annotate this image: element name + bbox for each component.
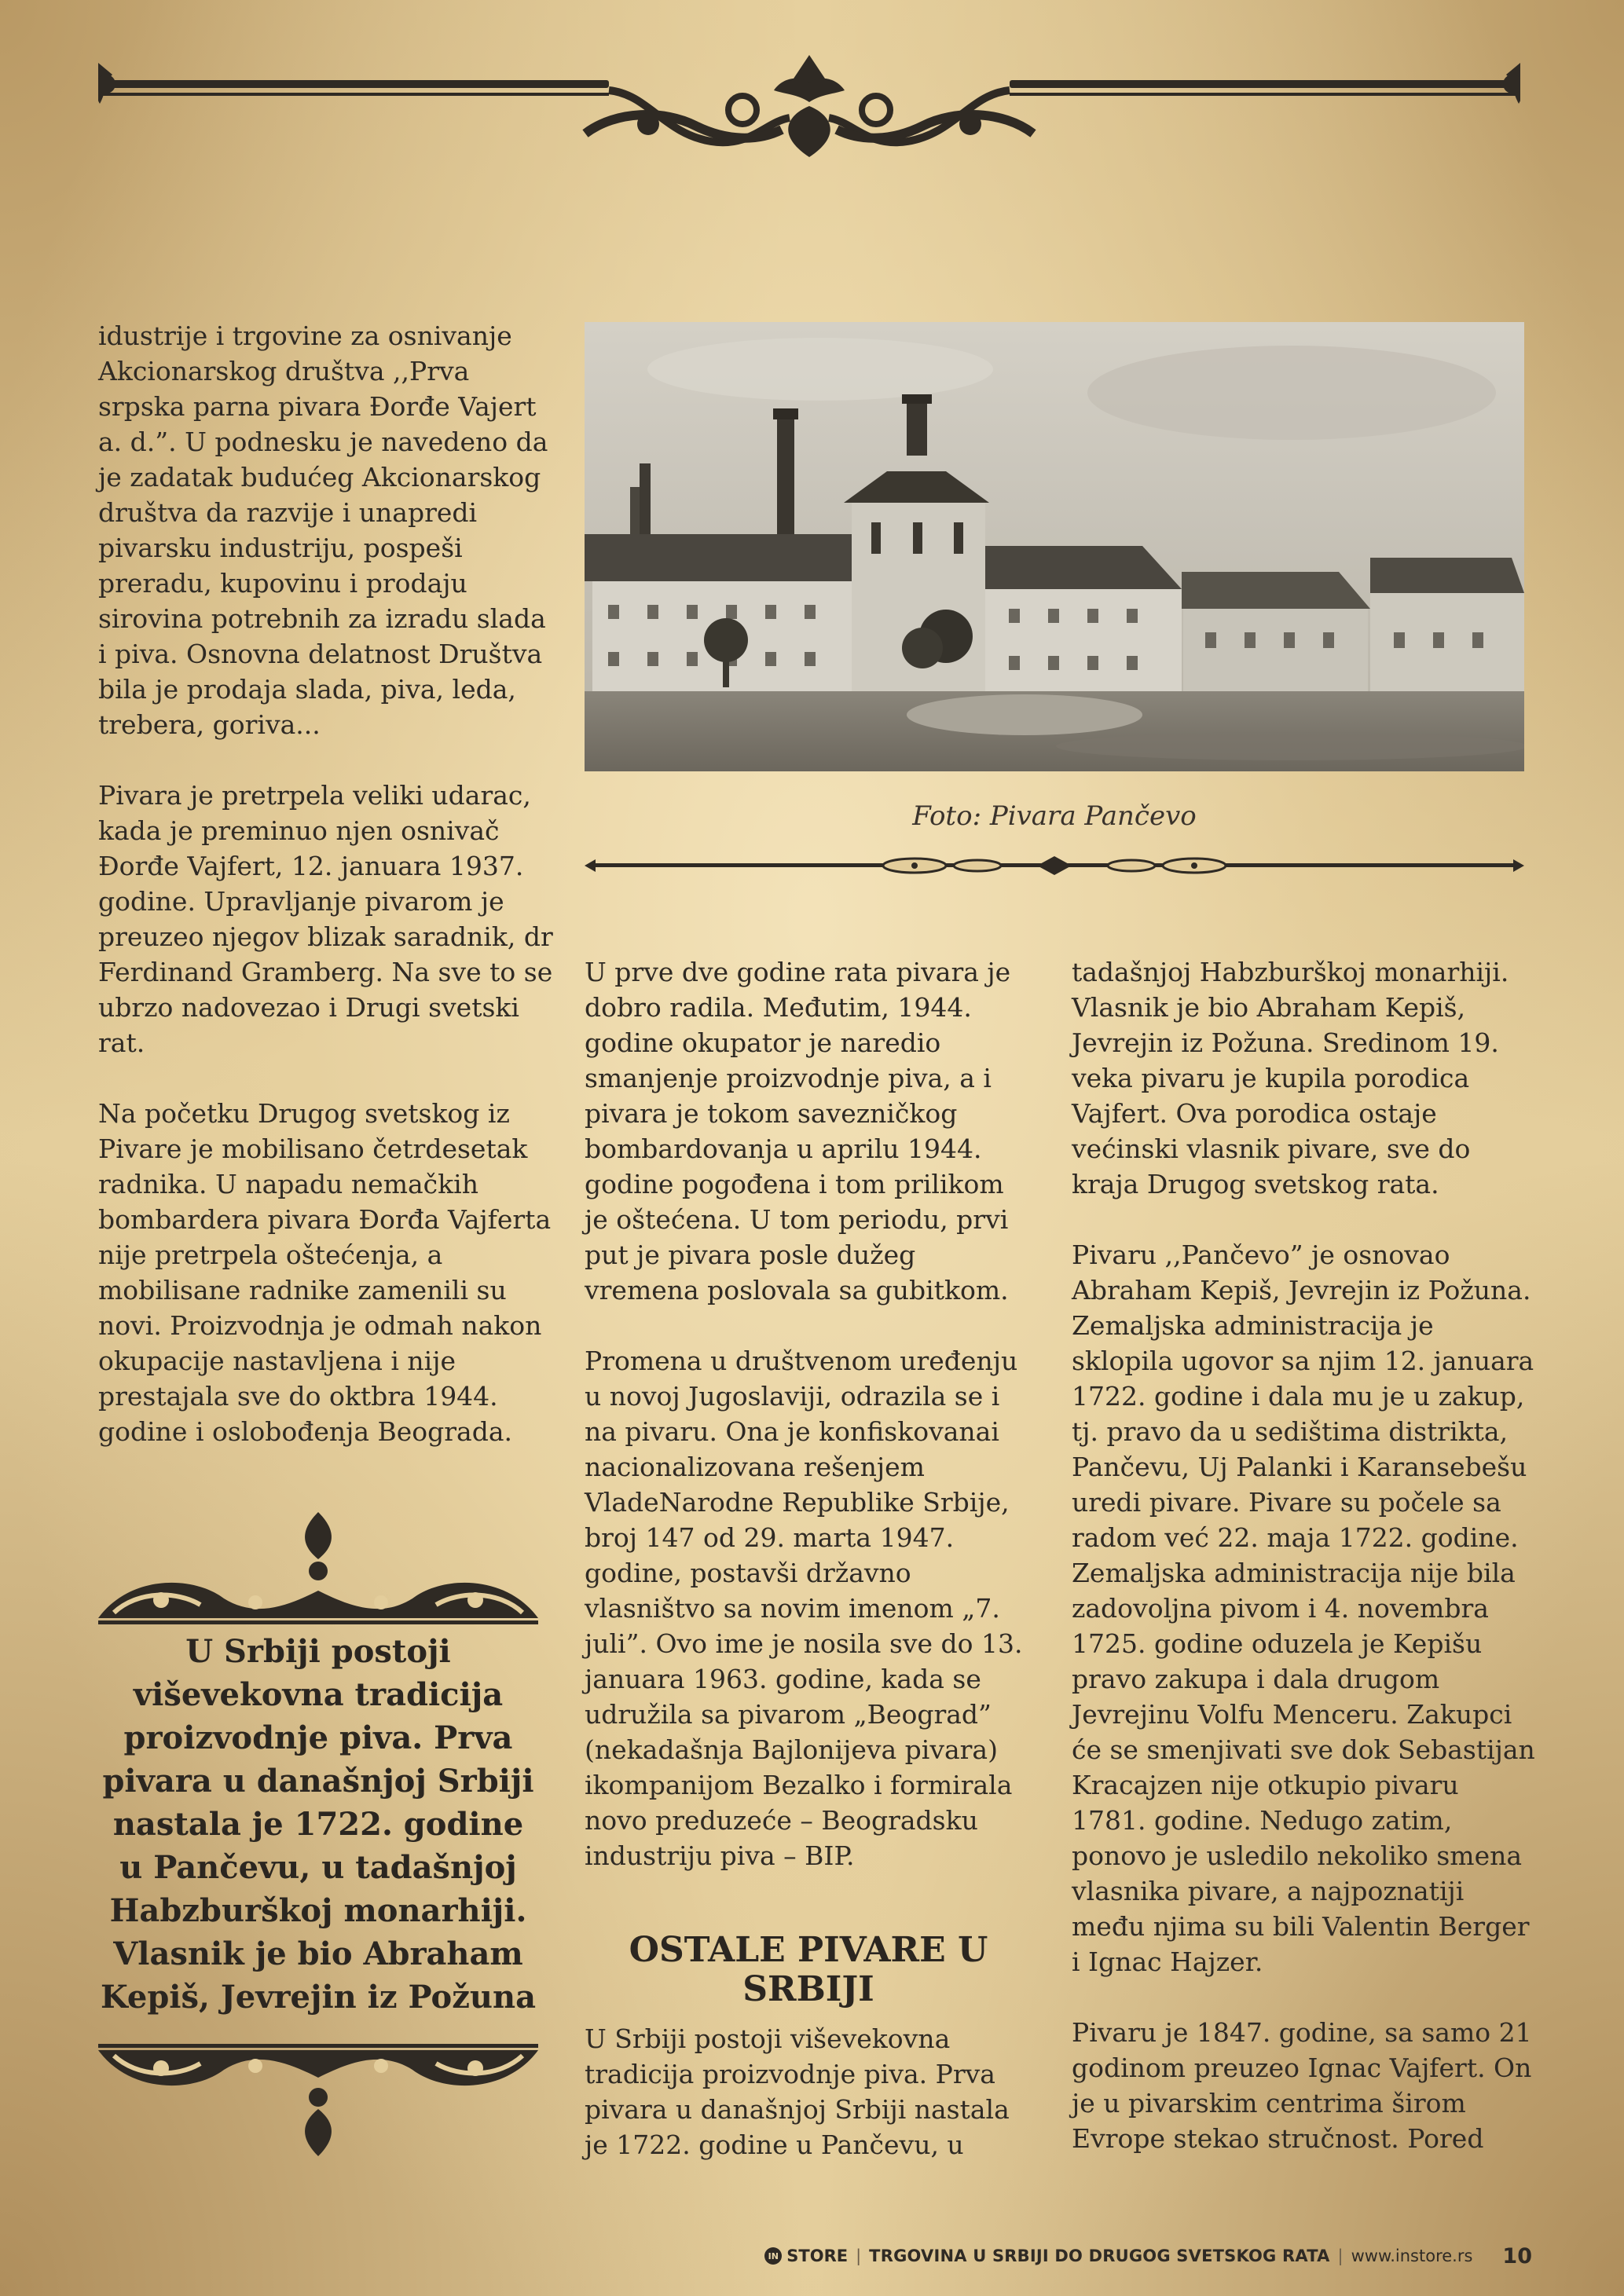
top-flourish-ornament — [98, 47, 1520, 173]
footer-separator: | — [1337, 2247, 1344, 2265]
right-article-column — [1072, 954, 1539, 2192]
footer-separator: | — [856, 2247, 862, 2265]
brand-name: STORE — [786, 2247, 849, 2265]
brewery-photo — [585, 322, 1524, 771]
line-divider-ornament — [585, 850, 1524, 881]
left-article-column — [98, 318, 558, 1485]
article-paragraph: idustrije i trgovine za osnivanje Akcionarskog društva ,,Prva srpska parna pivara Đorđe Vajert a. d.”. U podnesku je navedeno da je zadatak budućeg Akcionarskog društva da razvije i unapredi pivarsku industriju, pospeši preradu, kupovinu i prodaju sirovina potrebnih za izradu slada i piva. Osnovna delatnost Društva bila je prodaja slada, piva, leda, trebera, goriva... — [98, 320, 548, 740]
article-paragraph: U prve dve godine rata pivara je dobro radila. Međutim, 1944. godine okupator je naredio smanjenje proizvodnje piva, a i pivara je tokom savezničkog bombardovanja u aprilu 1944. godine pogođena i tom prilikom je oštećena. U tom periodu, prvi put je pivara posle dužeg vremena poslovala sa gubitkom. — [585, 957, 1011, 1305]
footer-website-link[interactable]: www.instore.rs — [1351, 2247, 1473, 2265]
article-paragraph: tadašnjoj Habzburškoj monarhiji. Vlasnik je bio Abraham Kepiš, Jevrejin iz Požuna. Sredinom 19. veka pivaru je kupila porodica Vajfert. Ova porodica ostaje većinski vlasnik pivare, sve do kraja Drugog svetskog rata. — [1072, 957, 1509, 1199]
article-paragraph: Promena u društvenom uređenju u novoj Jugoslaviji, odrazila se i na pivaru. Ona je konfiskovanai nacionalizovana rešenjem VladeNarodne Republike Srbije, broj 147 od 29. marta 1947. godine, postavši državno vlasništvo sa novim imenom „7. juli”. Ovo ime je nosila sve do 13. januara 1963. godine, kada se udružila sa pivarom „Beograd” (nekadašnja Bajlonijeva pivara) ikompanijom Bezalko i formirala novo preduzeće – Beogradsku industriju piva – BIP. — [585, 1346, 1023, 1871]
page-number: 10 — [1502, 2243, 1532, 2269]
section-heading: OSTALE PIVARE U SRBIJI — [629, 1930, 988, 2009]
middle-article-column-continued — [585, 2021, 1032, 2198]
photo-caption: Foto: Pivara Pančevo — [912, 800, 1197, 832]
article-paragraph: Pivaru je 1847. godine, sa samo 21 godinom preuzeo Ignac Vajfert. On je u pivarskim centrima širom Evrope stekao stručnost. Pored — [1072, 2017, 1532, 2154]
pull-quote: U Srbiji postoji viševekovna tradicija proizvodnje piva. Prva pivara u današnjoj Srbiji nastala je 1722. godine u Pančevu, u tadašnjoj Habzburškoj monarhiji. Vlasnik je bio Abraham Kepiš, Jevrejin iz Požuna — [100, 1633, 536, 2016]
instore-logo-icon: IN — [764, 2247, 782, 2265]
middle-article-column — [585, 954, 1032, 1909]
article-paragraph: Na početku Drugog svetskog iz Pivare je mobilisano četrdesetak radnika. U napadu nemačkih bombardera pivara Đorđa Vajferta nije pretrpela oštećenja, a mobilisane radnike zamenili su novi. Proizvodnja je odmah nakon okupacije nastavljena i nije prestajala sve do oktbra 1944. godine i oslobođenja Beograda. — [98, 1098, 552, 1447]
page-footer — [762, 2240, 1532, 2272]
footer-section-title: TRGOVINA U SRBIJI DO DRUGOG SVETSKOG RATA — [869, 2247, 1330, 2265]
article-paragraph: U Srbiji postoji viševekovna tradicija proizvodnje piva. Prva pivara u današnjoj Srbiji nastala je 1722. godine u Pančevu, u — [585, 2023, 1010, 2160]
article-paragraph: Pivara je pretrpela veliki udarac, kada je preminuo njen osnivač Đorđe Vajfert, 12. januara 1937. godine. Upravljanje pivarom je preuzeo njegov blizak saradnik, dr Ferdinand Gramberg. Na sve to se ubrzo nadovezao i Drugi svetski rat. — [98, 780, 553, 1058]
store-brand — [764, 2247, 848, 2265]
article-paragraph: Pivaru ,,Pančevo” je osnovao Abraham Kepiš, Jevrejin iz Požuna. Zemaljska administracija je sklopila ugovor sa njim 12. januara 1722. godine i dala mu je u zakup, tj. pravo da u sedištima distrikta, Pančevu, Uj Palanki i Karansebešu uredi pivare. Pivare su počele sa radom već 22. maja 1722. godine. Zemaljska administracija nije bila zadovoljna pivom i 4. novembra 1725. godine oduzela je Kepišu pravo zakupa i dala drugom Jevrejinu Volfu Menceru. Zakupci će se smenjivati sve dok Sebastijan Kracajzen nije otkupio pivaru 1781. godine. Nedugo zatim, ponovo je usledilo nekoliko smena vlasnika pivare, a najpoznatiji među njima su bili Valentin Berger i Ignac Hajzer. — [1072, 1240, 1535, 1977]
